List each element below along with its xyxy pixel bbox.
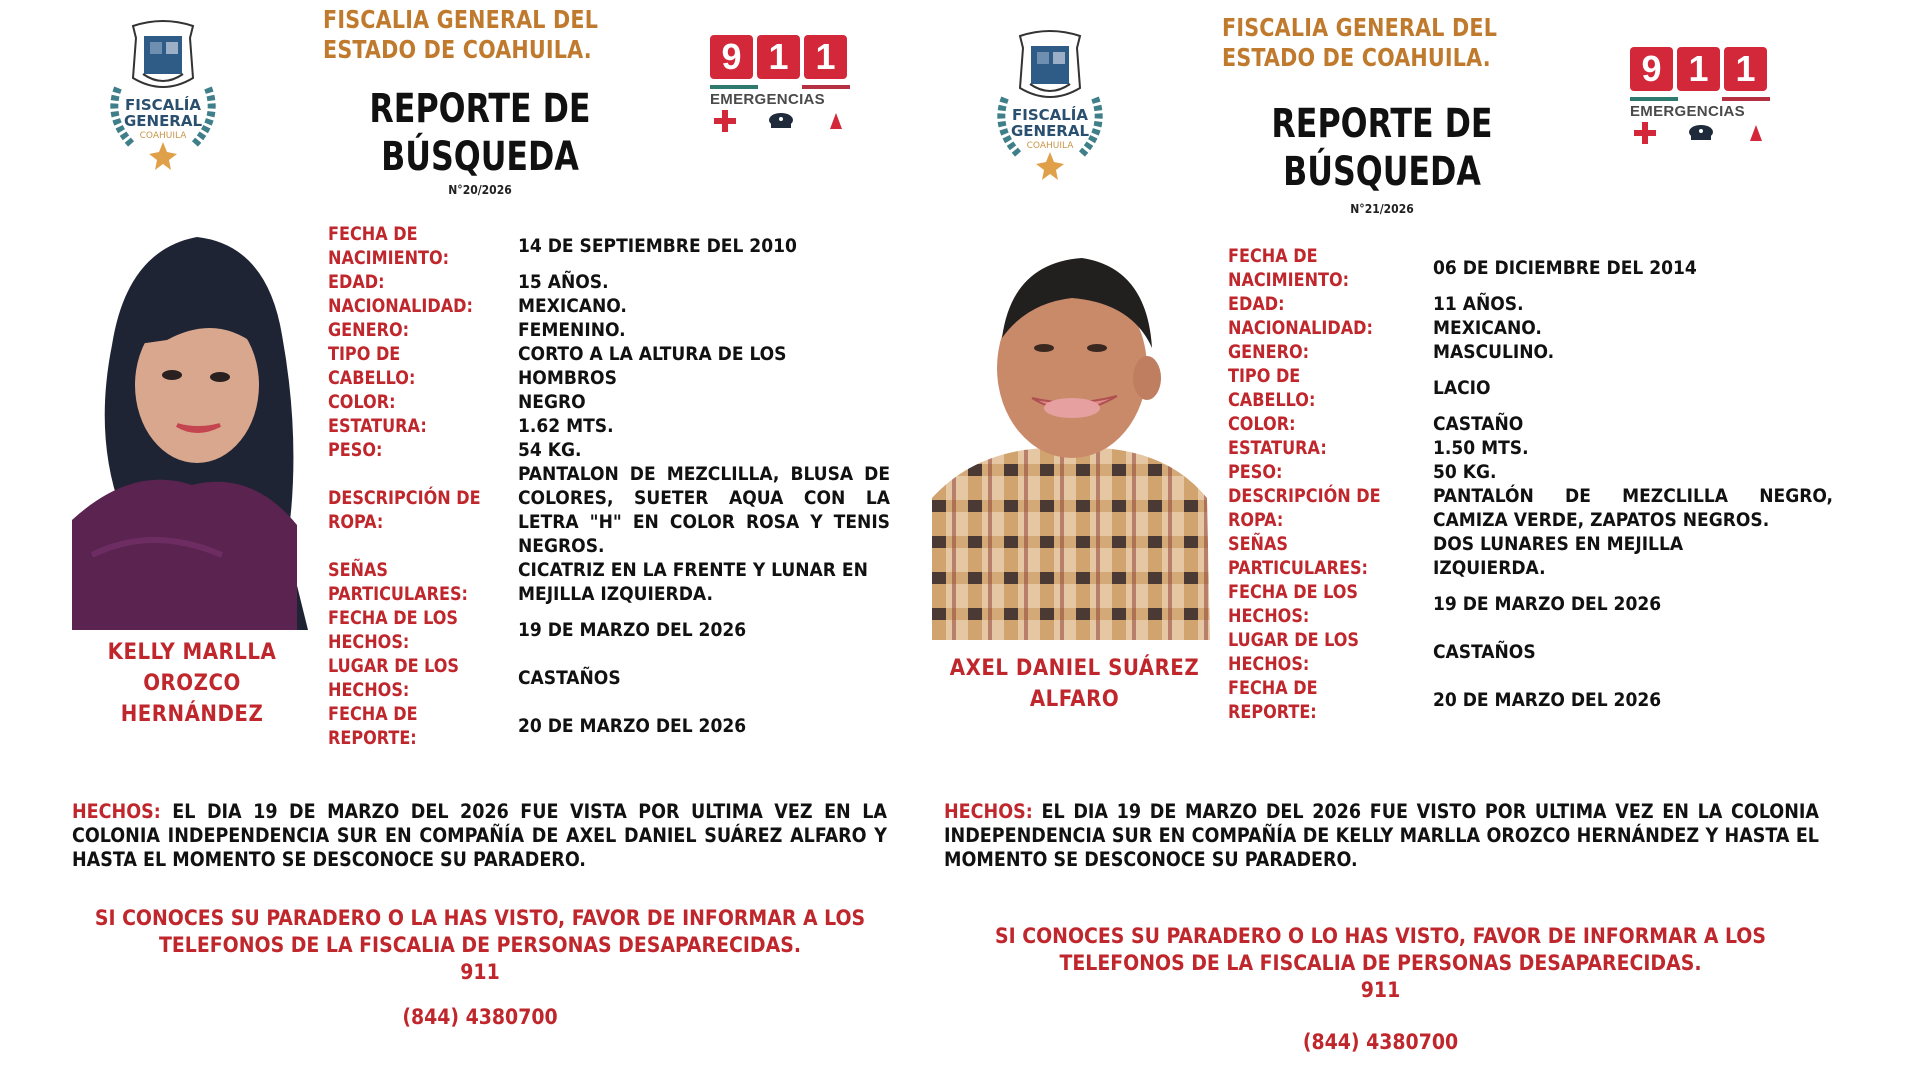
name-line: HERNÁNDEZ (120, 702, 264, 727)
hechos-label: HECHOS: (944, 800, 1033, 823)
field-weight: PESO: 50 KG. (1228, 461, 1497, 483)
emergency-911-logo (710, 35, 850, 145)
field-height: ESTATURA: 1.62 MTS. (328, 415, 614, 437)
agency-line-2: ESTADO DE COAHUILA. (1222, 43, 1491, 72)
search-report-poster-kelly (0, 0, 920, 1080)
svg-text:FISCALÍA: FISCALÍA (1012, 106, 1088, 124)
agency-name (323, 5, 598, 65)
page-title (322, 85, 639, 181)
digit-1: 1 (804, 35, 847, 79)
field-hair-type: TIPO DE CABELLO: LACIO (1228, 365, 1491, 411)
contact-instructions (938, 923, 1823, 1004)
fire-bell-icon (826, 111, 846, 131)
digit-1: 1 (1724, 47, 1767, 91)
hechos-label: HECHOS: (72, 800, 161, 823)
agency-line-2: ESTADO DE COAHUILA. (323, 35, 592, 64)
phone-number: (844) 4380700 (1302, 1030, 1459, 1054)
page-title (1224, 100, 1541, 196)
report-number: N°21/2026 (1350, 202, 1414, 216)
incident-summary (944, 800, 1819, 872)
field-gender: GENERO: FEMENINO. (328, 319, 626, 341)
field-incident-place: LUGAR DE LOS HECHOS: CASTAÑOS (1228, 629, 1536, 675)
hechos-text: EL DIA 19 DE MARZO DEL 2026 FUE VISTA POR ULTIMA VEZ EN LA COLONIA INDEPENDENCIA SUR EN COMPAÑÍA DE AXEL DANIEL SUÁREZ ALFARO Y HASTA EL MOMENTO SE DESCONOCE SU PARADERO. (72, 800, 887, 871)
emergencias-label: EMERGENCIAS (1630, 103, 1745, 120)
field-report-date: FECHA DE REPORTE: 20 DE MARZO DEL 2026 (328, 703, 747, 749)
contact-text: SI CONOCES SU PARADERO O LA HAS VISTO, FAVOR DE INFORMAR A LOS TELEFONOS DE LA FISCALIA DE PERSONAS DESAPARECIDAS. (94, 906, 866, 957)
name-line: OROZCO (143, 671, 241, 696)
title-line-1: REPORTE DE (369, 86, 591, 132)
phone-number: (844) 4380700 (402, 1005, 558, 1029)
field-height: ESTATURA: 1.50 MTS. (1228, 437, 1529, 459)
field-nationality: NACIONALIDAD: MEXICANO. (1228, 317, 1542, 339)
svg-text:GENERAL: GENERAL (123, 112, 203, 130)
fiscalia-seal-logo (98, 18, 228, 168)
field-weight: PESO: 54 KG. (328, 439, 582, 461)
hechos-text: EL DIA 19 DE MARZO DEL 2026 FUE VISTO POR ULTIMA VEZ EN LA COLONIA INDEPENDENCIA SUR EN COMPAÑÍA DE KELLY MARLLA OROZCO HERNÁNDEZ Y HASTA EL MOMENTO SE DESCONOCE SU PARADERO. (944, 800, 1819, 871)
field-incident-date: FECHA DE LOS HECHOS: 19 DE MARZO DEL 2026 (328, 607, 747, 653)
field-age: EDAD: 11 AÑOS. (1228, 293, 1524, 315)
title-line-2: BÚSQUEDA (381, 134, 579, 180)
contact-text: SI CONOCES SU PARADERO O LO HAS VISTO, FAVOR DE INFORMAR A LOS TELEFONOS DE LA FISCALIA DE PERSONAS DESAPARECIDAS. (995, 924, 1766, 975)
field-distinguishing-marks: SEÑAS PARTICULARES: CICATRIZ EN LA FRENTE Y LUNAR EN MEJILLA IZQUIERDA. (328, 559, 868, 605)
fiscalia-seal-logo (985, 28, 1115, 178)
svg-text:COAHUILA: COAHUILA (1026, 141, 1074, 151)
agency-name (1222, 13, 1497, 73)
field-age: EDAD: 15 AÑOS. (328, 271, 609, 293)
missing-person-photo (932, 248, 1212, 640)
missing-person-name (72, 637, 312, 730)
svg-text:COAHUILA: COAHUILA (139, 131, 187, 141)
name-line: ALFARO (1029, 687, 1120, 712)
field-birthdate: FECHA DE NACIMIENTO: 06 DE DICIEMBRE DEL 2014 (1228, 245, 1697, 291)
field-incident-place: LUGAR DE LOS HECHOS: CASTAÑOS (328, 655, 621, 701)
incident-summary (72, 800, 887, 872)
field-clothing: DESCRIPCIÓN DE ROPA: PANTALON DE MEZCLILLA, BLUSA DE COLORES, SUETER AQUA CON LA LETRA "H" EN COLOR ROSA Y TENIS NEGROS. (328, 463, 890, 557)
name-line: AXEL DANIEL SUÁREZ (949, 656, 1200, 681)
digit-1: 1 (1677, 47, 1720, 91)
name-line: KELLY MARLLA (107, 640, 277, 665)
field-hair-type: TIPO DE CABELLO: CORTO A LA ALTURA DE LOS HOMBROS (328, 343, 787, 389)
field-hair-color: COLOR: CASTAÑO (1228, 413, 1524, 435)
digit-1: 1 (757, 35, 800, 79)
missing-person-name (932, 653, 1217, 715)
field-distinguishing-marks: SEÑAS PARTICULARES: DOS LUNARES EN MEJILLA IZQUIERDA. (1228, 533, 1684, 579)
field-nationality: NACIONALIDAD: MEXICANO. (328, 295, 627, 317)
field-birthdate: FECHA DE NACIMIENTO: 14 DE SEPTIEMBRE DEL 2010 (328, 223, 797, 269)
field-report-date: FECHA DE REPORTE: 20 DE MARZO DEL 2026 (1228, 677, 1662, 723)
agency-line-1: FISCALIA GENERAL DEL (1222, 13, 1498, 42)
police-cap-icon (1688, 124, 1714, 142)
contact-instructions (70, 905, 890, 986)
emergency-911-logo (1630, 47, 1770, 157)
field-hair-color: COLOR: NEGRO (328, 391, 586, 413)
missing-person-photo (72, 225, 308, 630)
person-details (328, 222, 898, 750)
title-line-2: BÚSQUEDA (1283, 149, 1481, 195)
person-details (1228, 244, 1848, 724)
red-cross-icon (1634, 122, 1656, 144)
search-report-poster-axel (920, 0, 1920, 1080)
field-gender: GENERO: MASCULINO. (1228, 341, 1555, 363)
report-number: N°20/2026 (448, 183, 512, 197)
emergencias-label: EMERGENCIAS (710, 91, 825, 108)
svg-text:FISCALÍA: FISCALÍA (125, 96, 201, 114)
police-cap-icon (768, 112, 794, 130)
digit-9: 9 (1630, 47, 1673, 91)
fire-bell-icon (1746, 123, 1766, 143)
emergency-number: 911 (1360, 978, 1401, 1002)
field-incident-date: FECHA DE LOS HECHOS: 19 DE MARZO DEL 2026 (1228, 581, 1662, 627)
title-line-1: REPORTE DE (1271, 101, 1493, 147)
digit-9: 9 (710, 35, 753, 79)
field-clothing: DESCRIPCIÓN DE ROPA: PANTALÓN DE MEZCLILLA NEGRO, CAMIZA VERDE, ZAPATOS NEGROS. (1228, 485, 1833, 531)
agency-line-1: FISCALIA GENERAL DEL (323, 5, 599, 34)
emergency-number: 911 (460, 960, 500, 984)
red-cross-icon (714, 110, 736, 132)
svg-text:GENERAL: GENERAL (1010, 122, 1090, 140)
